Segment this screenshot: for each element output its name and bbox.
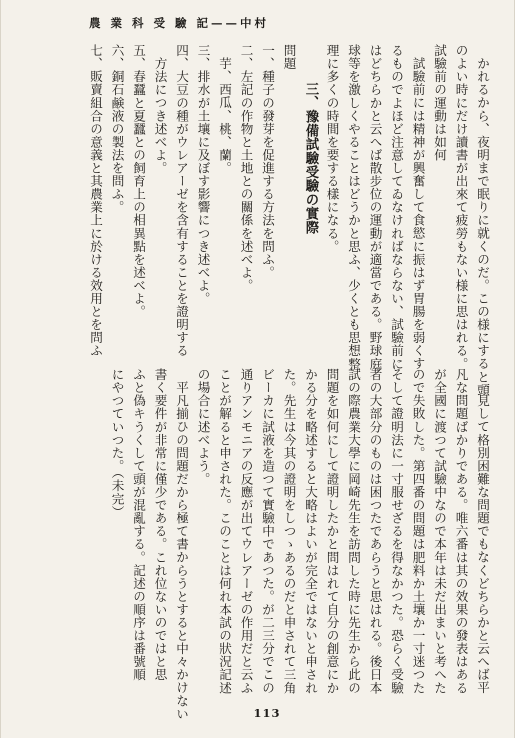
text-line: 問題を如何にして證明したかと問はれて自分の創意にか — [324, 368, 340, 695]
question-item: 四、大豆の種がウレアーゼを含有することを證明する — [174, 44, 189, 358]
question-item: 方法につき述べよ。 — [152, 56, 168, 175]
text-line: かる分を略述すると大略はよいが完全ではないと申され — [303, 368, 318, 695]
text-line: 一見して格別困難な問題でもなくどちらかと云へば平 — [475, 380, 490, 694]
text-line: た。先生は今其の證明をしつゝあるのだと申されて三角 — [281, 368, 297, 695]
subheading-line: 試驗前の運動は如何 — [432, 44, 447, 162]
question-item: 六、銅石鹸液の製法を問ふ。 — [109, 44, 125, 214]
question-item: 一、種子の發芽を促進する方法を問ふ。 — [260, 44, 275, 279]
text-line: ビーカに試液を造つて實驗中であつた。が二三分でこの — [260, 368, 275, 695]
question-item: 三、排水が土壤に及ぼす影響につき述べよ。 — [195, 44, 211, 305]
text-line: ことが解ると申された。このことは何れ本試の狀況記述 — [217, 368, 232, 695]
text-line: 試の際農業大學に岡崎先生を訪問した時に先生から此の — [346, 368, 361, 695]
question-item: 芋、西瓜、桃、蘭。 — [217, 56, 232, 175]
text-line: のよい時にだけ讀書が出來て疲勞もない様に思はれる。 — [453, 44, 469, 371]
upper-text-block — [35, 44, 493, 397]
text-line: にやつていつた。（未完） — [109, 368, 125, 519]
text-line: かれるから、夜明まで眠りに就くのだ。この様にすると頭 — [475, 56, 490, 397]
running-head: 農 業 科 受 驗 記——中村 — [89, 16, 270, 30]
text-line: はどちらかと云へば散步位の運動が適當である。野球庭 — [367, 44, 383, 371]
text-line: の場合に述べよう。 — [195, 368, 211, 486]
text-line: そして證明法に一寸服せざるを得なかつた。恐らく受驗 — [389, 368, 404, 695]
page-number: 113 — [253, 706, 281, 720]
text-line: るものでよほど注意してゐなければならない、試驗前に — [389, 44, 404, 371]
text-line: が全國に渡つて試驗中なので本年は未だ出まいと考へた — [432, 368, 447, 695]
question-item: 七、販賣組合の意義と其農業上に於ける效用とを問ふ — [88, 44, 103, 358]
text-line: 者の大部分のものは困つたであらうと思はれる。後日本 — [367, 368, 383, 695]
text-line: 理に多くの時間を要する樣になる。 — [324, 44, 340, 253]
section-heading: 三、豫備試驗受驗の實際 — [303, 82, 319, 235]
text-line: 書く要件が非常に僅少である。これ位ないのではと思 — [152, 368, 168, 682]
text-line: 凡な問題ばかりである。唯六番は其の效果の發表はある — [453, 368, 469, 695]
text-line: ふと偽キうくして頭が混亂する。記述の順序は番號順 — [131, 368, 146, 682]
subheading-line: 問題 — [281, 44, 297, 71]
text-line: ので失敗した。第四番の問題は肥料か土壤か一寸迷つた — [410, 368, 426, 695]
text-line: 平凡揃ひの問題だから極て書からうとすると中々かけない — [174, 380, 189, 721]
text-line: 通りアンモニアの反應が出てウレアーゼの作用だと云ふ — [238, 368, 254, 695]
text-line: 試驗前には精神が興奮して食慾に振はず胃腸を弱くす — [410, 56, 426, 370]
question-item: 二、左記の作物と土地との關係を述べよ。 — [238, 44, 254, 292]
question-item: 五、春蠶と夏蠶との飼育上の相異點を述べよ。 — [131, 44, 146, 319]
text-line: 球等を激しくやることはどうかと思ふ、少くとも思想整 — [346, 44, 361, 371]
